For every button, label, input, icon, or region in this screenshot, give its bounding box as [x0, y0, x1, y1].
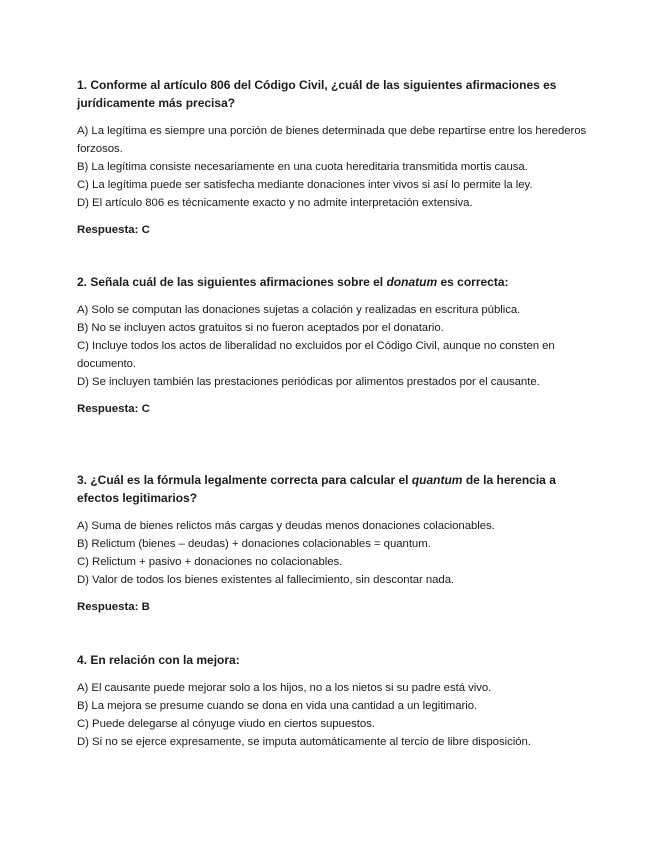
question-title-after: es correcta: [437, 275, 509, 289]
option-d: D) Valor de todos los bienes existentes al fallecimiento, sin descontar nada. [77, 574, 455, 586]
options-list [77, 122, 589, 212]
question-title: 4. En relación con la mejora: [77, 653, 240, 667]
question-title-italic: donatum [386, 275, 438, 289]
question-title: 1. Conforme al artículo 806 del Código Civil, ¿cuál de las siguientes afirmaciones es jurídicamente más precisa? [77, 78, 557, 110]
question-title-after: de la herencia a efectos legitimarios? [77, 473, 556, 505]
option-b: B) La legítima consiste necesariamente en una cuota hereditaria transmitida mortis causa. [77, 161, 528, 173]
option-a: A) El causante puede mejorar solo a los hijos, no a los nietos si su padre está vivo. [77, 682, 492, 694]
question-title [77, 471, 589, 507]
question-3 [77, 471, 589, 616]
option-d: D) Si no se ejerce expresamente, se imputa automáticamente al tercio de libre disposición. [77, 736, 531, 748]
option-a: A) Suma de bienes relictos más cargas y deudas menos donaciones colacionables. [77, 520, 495, 532]
option-c: C) Incluye todos los actos de liberalidad no excluidos por el Código Civil, aunque no consten en documento. [77, 340, 555, 370]
option-a: A) Solo se computan las donaciones sujetas a colación y realizadas en escritura pública. [77, 304, 521, 316]
question-title-before: 2. Señala cuál de las siguientes afirmaciones sobre el [77, 275, 387, 289]
options-list [77, 301, 589, 391]
option-d: D) El artículo 806 es técnicamente exacto y no admite interpretación extensiva. [77, 197, 473, 209]
option-c: C) Puede delegarse al cónyuge viudo en ciertos supuestos. [77, 718, 375, 730]
question-1 [77, 76, 589, 239]
option-b: B) No se incluyen actos gratuitos si no fueron aceptados por el donatario. [77, 322, 444, 334]
option-b: B) La mejora se presume cuando se dona en vida una cantidad a un legitimario. [77, 700, 478, 712]
option-d: D) Se incluyen también las prestaciones periódicas por alimentos prestados por el causante. [77, 376, 540, 388]
question-4 [77, 651, 589, 751]
options-list [77, 679, 589, 751]
option-a: A) La legítima es siempre una porción de bienes determinada que debe repartirse entre los herederos forzosos. [77, 125, 587, 155]
answer-label: Respuesta: B [77, 601, 150, 613]
option-b: B) Relictum (bienes – deudas) + donaciones colacionables = quantum. [77, 538, 431, 550]
question-2 [77, 273, 589, 418]
answer-label: Respuesta: C [77, 224, 150, 236]
question-title-italic: quantum [411, 473, 463, 487]
option-c: C) Relictum + pasivo + donaciones no colacionables. [77, 556, 343, 568]
options-list [77, 517, 589, 589]
option-c: C) La legítima puede ser satisfecha mediante donaciones inter vivos si así lo permite la ley. [77, 179, 533, 191]
question-title [77, 273, 589, 291]
question-title-before: 3. ¿Cuál es la fórmula legalmente correcta para calcular el [77, 473, 412, 487]
answer-label: Respuesta: C [77, 403, 150, 415]
